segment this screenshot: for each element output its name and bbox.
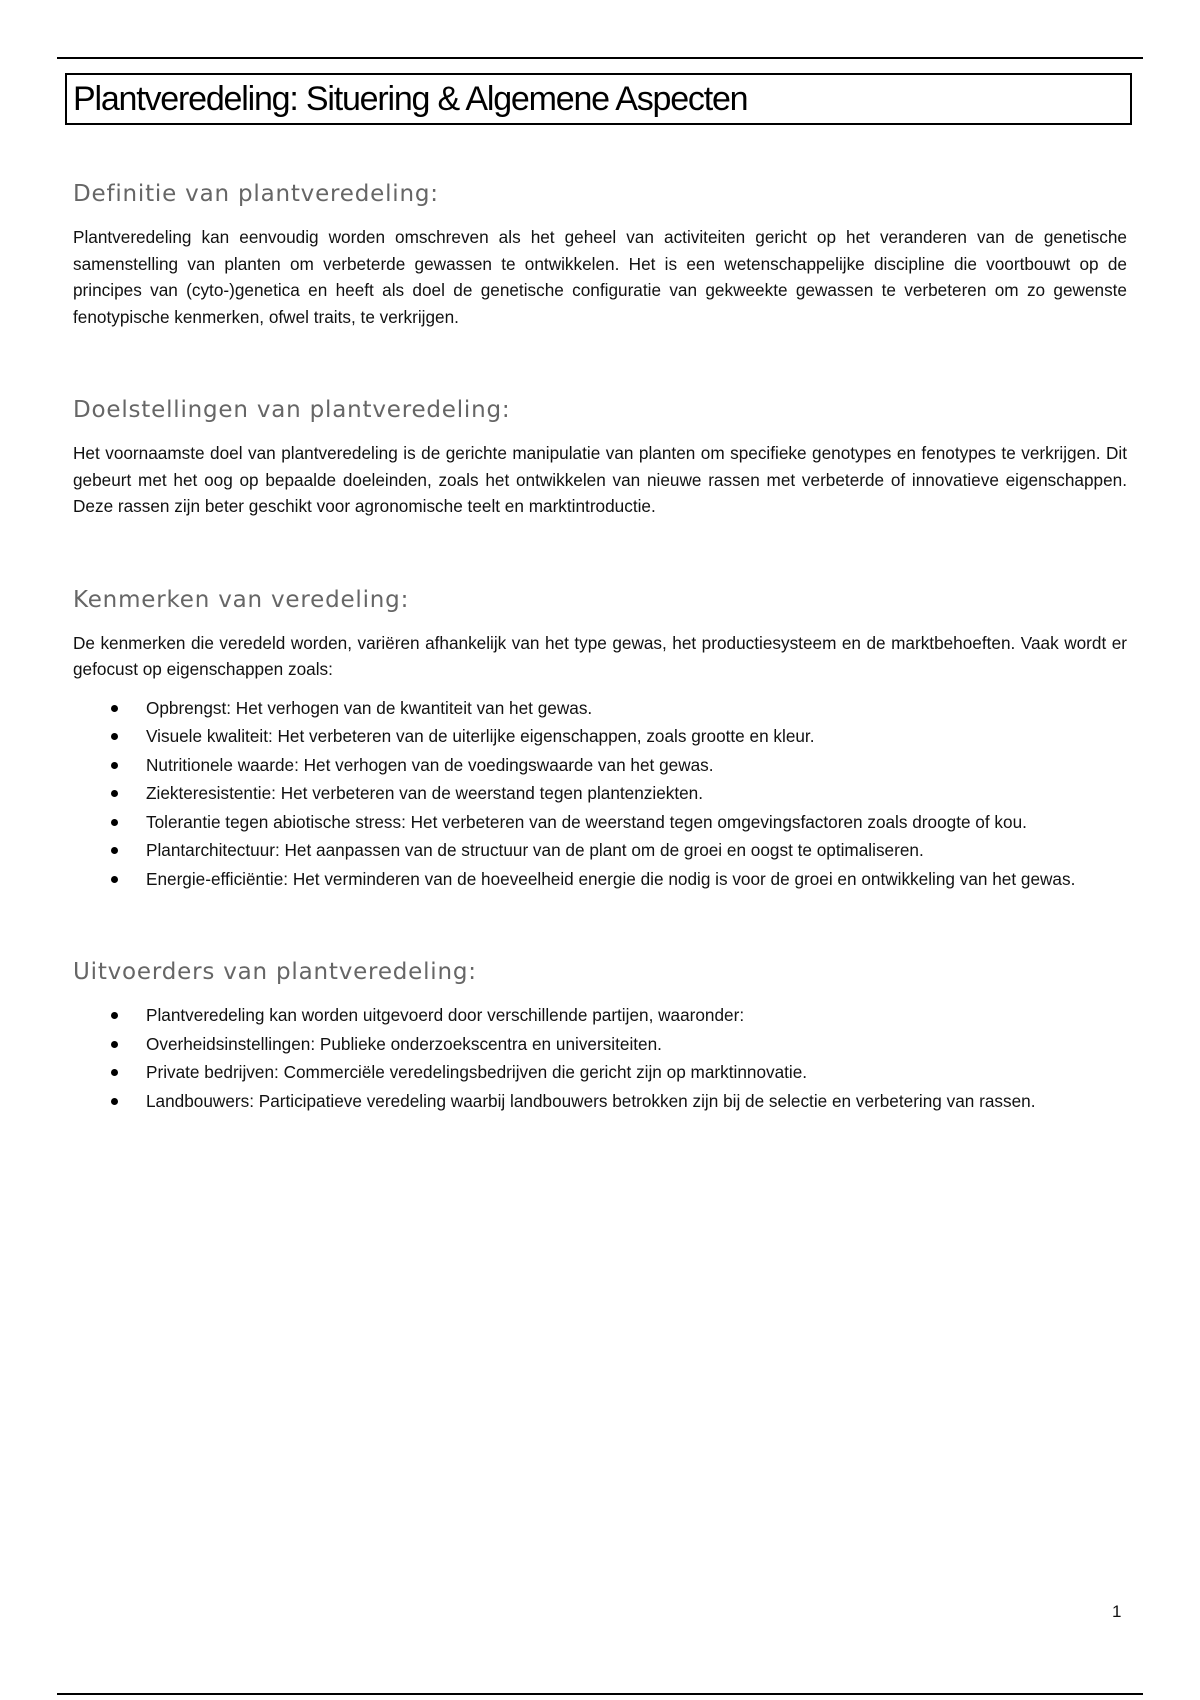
list-item-text: Plantarchitectuur: Het aanpassen van de structuur van de plant om de groei en oogst te optimaliseren. xyxy=(146,840,924,860)
list-item xyxy=(73,1002,1127,1029)
list-item xyxy=(73,1088,1127,1115)
section-paragraph: Het voornaamste doel van plantveredeling is de gerichte manipulatie van planten om specifieke genotypes en fenotypes te verkrijgen. Dit gebeurt met het oog op bepaalde doeleinden, zoals het ontwikkelen van nieuwe rassen met verbeterde of innovatieve eigenschappen. Deze rassen zijn beter geschikt voor agronomische teelt en marktintroductie. xyxy=(73,443,1127,516)
bullet-icon xyxy=(111,705,118,712)
list-item-text: Ziekteresistentie: Het verbeteren van de weerstand tegen plantenziekten. xyxy=(146,783,704,803)
list-item-text: Nutritionele waarde: Het verhogen van de voedingswaarde van het gewas. xyxy=(146,754,714,775)
section-paragraph: De kenmerken die veredeld worden, variëren afhankelijk van het type gewas, het productiesysteem en de marktbehoeften. Vaak wordt er gefocust op eigenschappen zoals: xyxy=(73,632,1127,679)
page-title: Plantveredeling: Situering & Algemene Aspecten xyxy=(73,79,748,118)
bullet-icon xyxy=(111,733,118,740)
list-item xyxy=(73,1059,1127,1086)
section-doelstellingen xyxy=(73,394,1127,520)
section-heading: Kenmerken van veredeling: xyxy=(73,586,410,613)
list-item xyxy=(73,809,1127,836)
bullet-icon xyxy=(111,1041,118,1048)
list-item-text: Opbrengst: Het verhogen van de kwantiteit van het gewas. xyxy=(146,697,593,718)
section-paragraph: Plantveredeling kan eenvoudig worden omschreven als het geheel van activiteiten gericht op het veranderen van de genetische samenstelling van planten om verbeterde gewassen te ontwikkelen. Het is een wetenschappelijke discipline die voortbouwt op de principes van (cyto-)genetica en heeft als doel de genetische configuratie van gekweekte gewassen te verbeteren om zo gewenste fenotypische kenmerken, ofwel traits, te verkrijgen. xyxy=(73,227,1127,327)
bullet-icon xyxy=(111,1098,118,1105)
footer-rule xyxy=(57,1693,1143,1695)
list-item-text: Visuele kwaliteit: Het verbeteren van de uiterlijke eigenschappen, zoals grootte en kleur. xyxy=(146,726,815,746)
bullet-icon xyxy=(111,762,118,769)
list-item xyxy=(73,780,1127,807)
section-heading: Definitie van plantveredeling: xyxy=(73,181,439,207)
list-item-text: Overheidsinstellingen: Publieke onderzoekscentra en universiteiten. xyxy=(146,1033,662,1054)
section-kenmerken xyxy=(73,584,1127,893)
page-number: 1 xyxy=(1112,1602,1122,1621)
bullet-icon xyxy=(111,847,118,854)
list-item xyxy=(73,752,1127,779)
bullet-icon xyxy=(111,819,118,826)
section-heading: Doelstellingen van plantveredeling: xyxy=(73,397,511,423)
list-item-text: Private bedrijven: Commerciële veredelingsbedrijven die gericht zijn op marktinnovatie. xyxy=(146,1062,808,1082)
section-definitie xyxy=(73,178,1127,330)
bullet-list xyxy=(73,695,1127,893)
bullet-icon xyxy=(111,790,118,797)
list-item xyxy=(73,837,1127,864)
bullet-icon xyxy=(111,1012,118,1019)
header-rule xyxy=(57,57,1143,59)
section-uitvoerders xyxy=(73,956,1127,1114)
bullet-icon xyxy=(111,876,118,883)
title-box xyxy=(65,73,1132,125)
document-body xyxy=(73,178,1127,1178)
list-item-text: Plantveredeling kan worden uitgevoerd door verschillende partijen, waaronder: xyxy=(146,1005,745,1025)
bullet-icon xyxy=(111,1069,118,1076)
list-item-text: Energie-efficiëntie: Het verminderen van de hoeveelheid energie die nodig is voor de groei en ontwikkeling van het gewas. xyxy=(146,868,1076,889)
list-item xyxy=(73,695,1127,722)
list-item xyxy=(73,723,1127,750)
list-item-text: Tolerantie tegen abiotische stress: Het verbeteren van de weerstand tegen omgevingsfactoren zoals droogte of kou. xyxy=(146,811,1027,832)
section-heading: Uitvoerders van plantveredeling: xyxy=(73,959,477,985)
bullet-list xyxy=(73,1002,1127,1114)
list-item xyxy=(73,866,1127,893)
list-item-text: Landbouwers: Participatieve veredeling waarbij landbouwers betrokken zijn bij de selectie en verbetering van rassen. xyxy=(146,1090,1036,1111)
list-item xyxy=(73,1031,1127,1058)
